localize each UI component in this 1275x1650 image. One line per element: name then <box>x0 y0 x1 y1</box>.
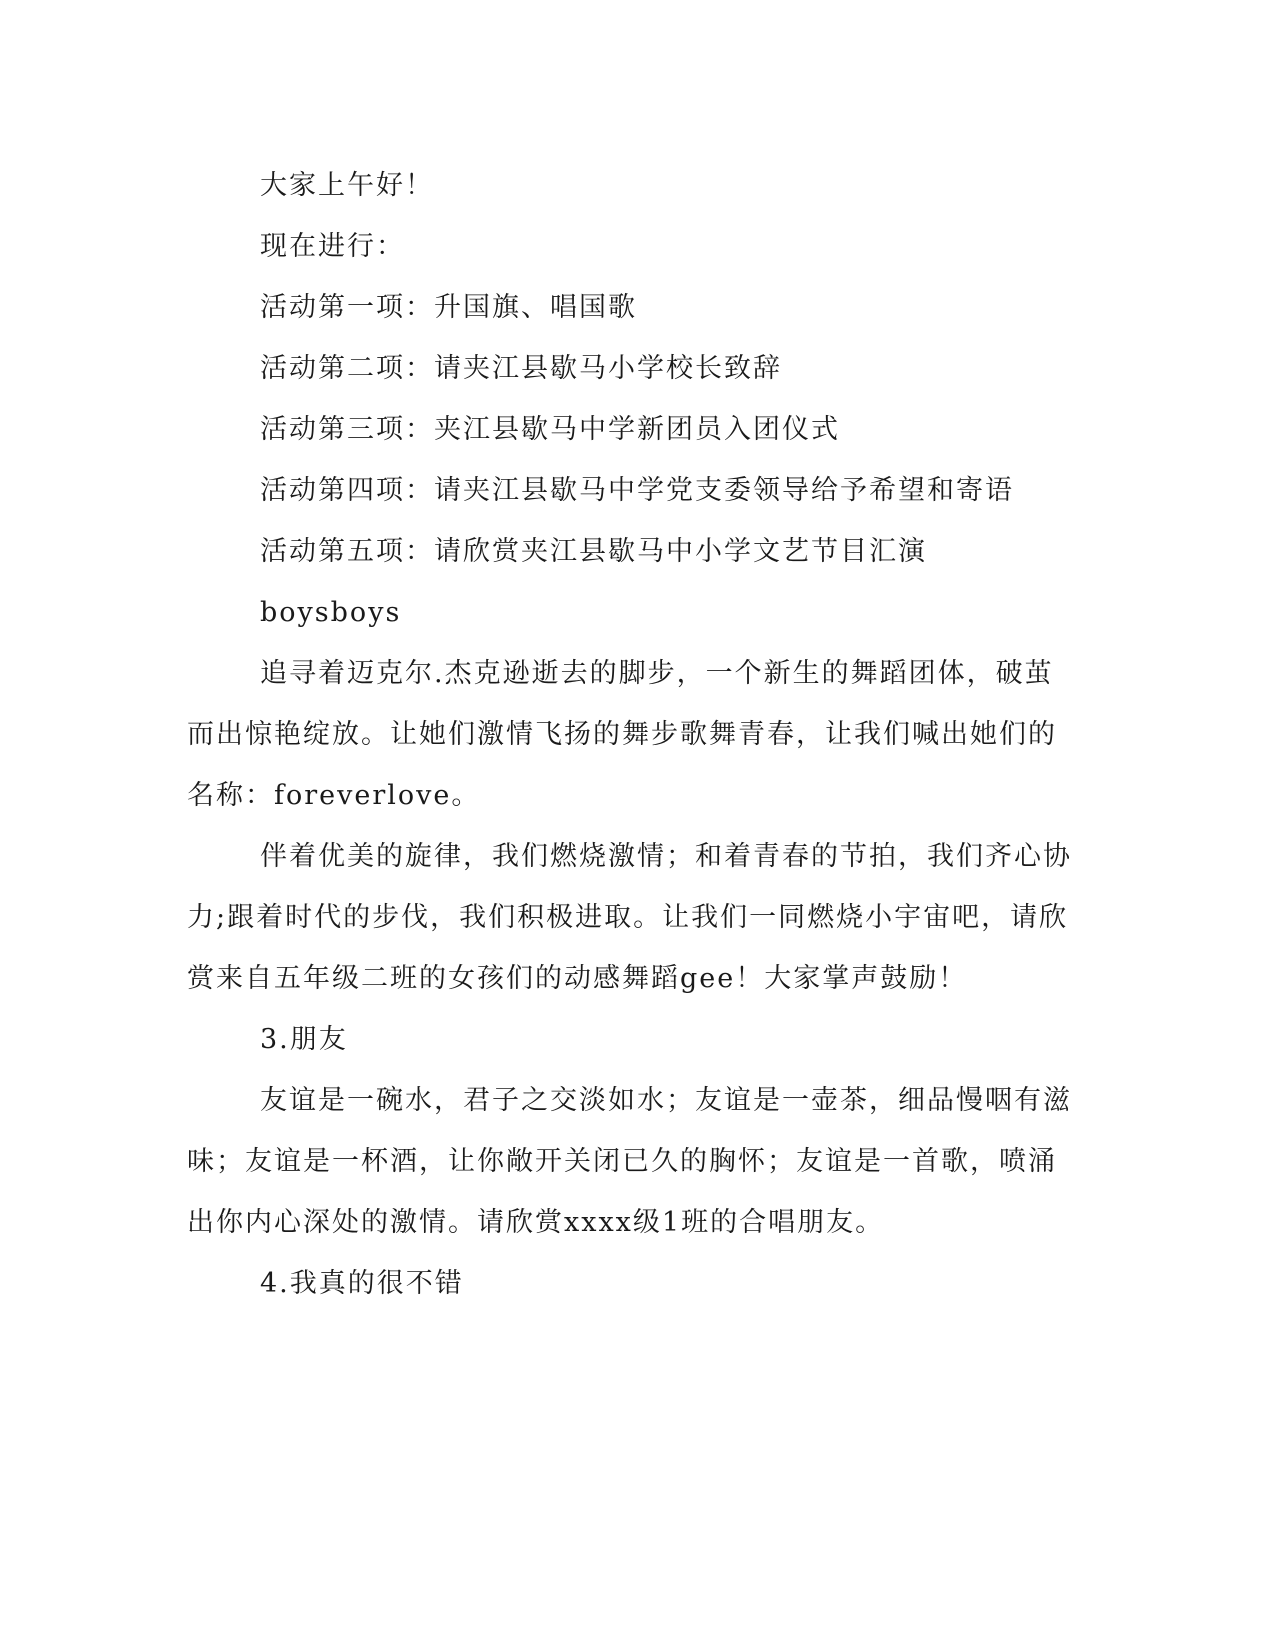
program-title-friends: 3.朋友 <box>260 1024 348 1055</box>
greeting-paragraph: 大家上午好！ <box>260 170 434 201</box>
document-body <box>187 155 1077 1314</box>
program-intro-friends: 友谊是一碗水，君子之交淡如水；友谊是一壶茶，细品慢咽有滋味；友谊是一杯酒，让你敞开关闭已久的胸怀；友谊是一首歌，喷涌出你内心深处的激情。请欣赏xxxx级1班的合唱朋友。 <box>187 1085 1072 1238</box>
program-intro-gee: 伴着优美的旋律，我们燃烧激情；和着青春的节拍，我们齐心协力;跟着时代的步伐，我们积极进取。让我们一同燃烧小宇宙吧，请欣赏来自五年级二班的女孩们的动感舞蹈gee！大家掌声鼓励！ <box>187 841 1072 994</box>
program-intro-foreverlove: 追寻着迈克尔.杰克逊逝去的脚步，一个新生的舞蹈团体，破茧而出惊艳绽放。让她们激情飞扬的舞步歌舞青春，让我们喊出她们的名称：foreverlove。 <box>187 658 1057 811</box>
agenda-item-1: 活动第一项：升国旗、唱国歌 <box>260 292 637 323</box>
agenda-item-3: 活动第三项：夹江县歇马中学新团员入团仪式 <box>260 414 840 445</box>
agenda-item-5: 活动第五项：请欣赏夹江县歇马中小学文艺节目汇演 <box>260 536 927 567</box>
agenda-item-2: 活动第二项：请夹江县歇马小学校长致辞 <box>260 353 782 384</box>
program-title-4: 4.我真的很不错 <box>260 1268 464 1299</box>
agenda-intro-paragraph: 现在进行： <box>260 231 405 262</box>
agenda-item-4: 活动第四项：请夹江县歇马中学党支委领导给予希望和寄语 <box>260 475 1014 506</box>
program-title-boysboys: boysboys <box>260 597 402 628</box>
